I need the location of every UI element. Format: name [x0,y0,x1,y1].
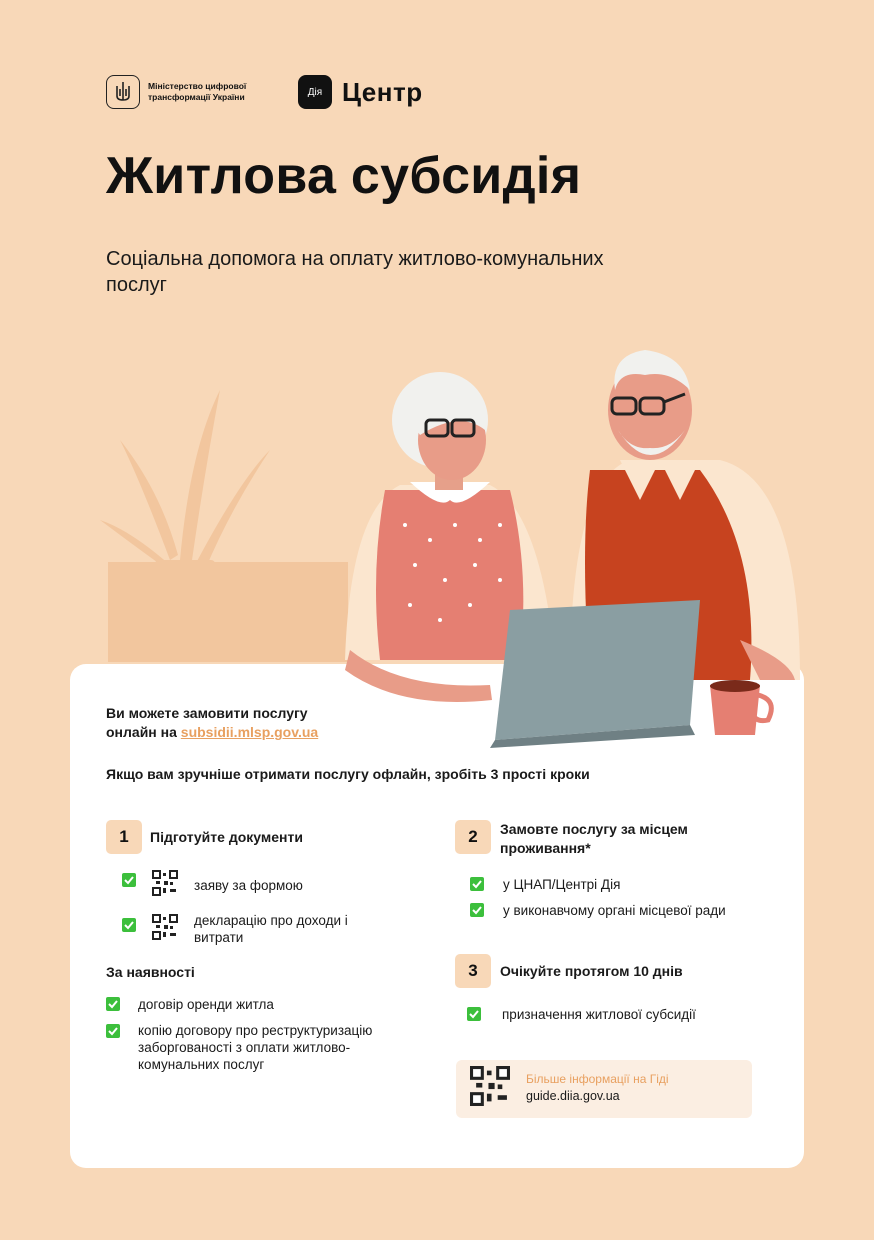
step-1-item-2: декларацію про доходи і витрати [194,913,348,945]
page-title: Житлова субсидія [106,147,582,205]
guide-label: Більше інформації на Гіді [526,1072,669,1086]
check-icon [122,918,136,932]
diia-logo: Дія [298,75,332,109]
qr-code-icon [152,870,178,896]
step-2-item-1: у ЦНАП/Центрі Дія [503,877,621,892]
online-line1: Ви можете замовити послугу [106,705,308,721]
online-prefix: онлайн на [106,724,181,740]
check-icon [122,873,136,887]
check-icon [106,997,120,1011]
step-1-number: 1 [106,820,142,854]
subsidii-link[interactable]: subsidii.mlsp.gov.ua [180,724,319,740]
centr-label: Центр [342,76,423,107]
ministry-name: Міністерство цифрової трансформації України [148,81,247,102]
check-icon [470,877,484,891]
qr-code-icon [152,914,178,940]
step-1-title: Підготуйте документи [150,829,303,845]
optional-title: За наявності [106,964,195,980]
offline-intro: Якщо вам зручніше отримати послугу офлайн, зробіть 3 прості кроки [106,766,590,782]
step-2-number: 2 [455,820,491,854]
step-3-number: 3 [455,954,491,988]
trident-icon [106,75,140,109]
step-1-item-1: заяву за формою [194,878,303,893]
online-line2 [106,723,406,742]
step-2-item-2: у виконавчому органі місцевої ради [503,903,726,918]
optional-item-1: договір оренди житла [138,997,274,1012]
step-2-title: Замовте послугу за місцем проживання* [500,821,688,856]
check-icon [106,1024,120,1038]
online-info [106,704,406,742]
optional-item-2: копію договору про реструктуризацію заборгованості з оплати житлово-комунальних послуг [138,1023,373,1072]
step-3-item-1: призначення житлової субсидії [502,1007,696,1022]
guide-url[interactable]: guide.diia.gov.ua [526,1089,620,1103]
qr-code-icon [470,1066,510,1106]
page-subtitle: Соціальна допомога на оплату житлово-комунальних послуг [106,248,604,296]
check-icon [467,1007,481,1021]
step-3-title: Очікуйте протягом 10 днів [500,963,683,979]
check-icon [470,903,484,917]
elderly-couple-illustration [100,350,820,760]
header-logos [106,72,423,112]
